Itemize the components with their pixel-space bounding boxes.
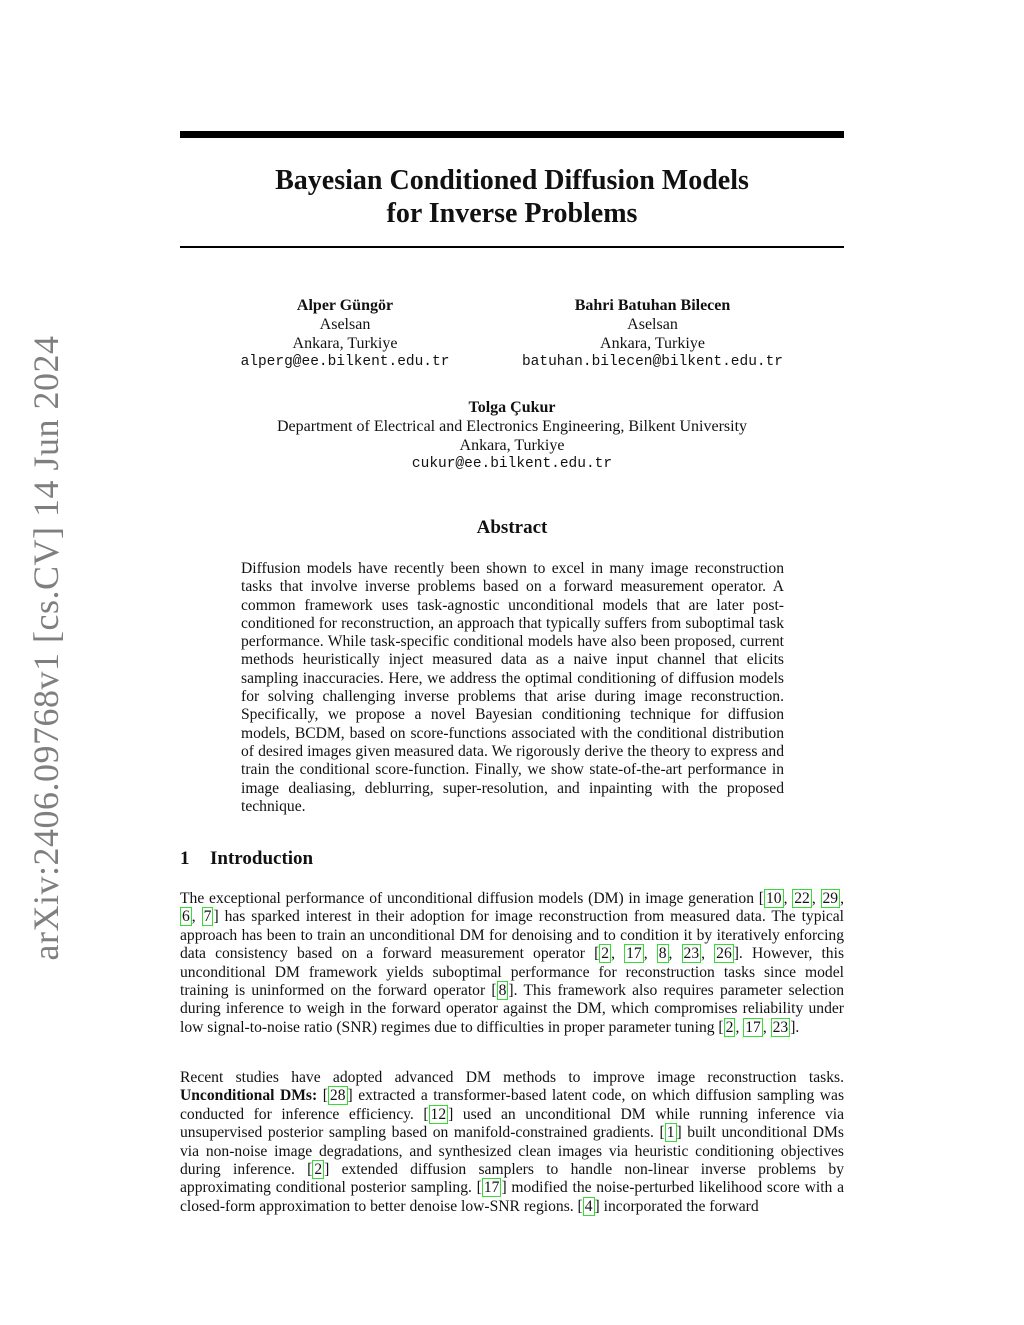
text-run: ] extended diffusion samplers to handle non-linear inverse problems by approximating conditional posterior sampling. [ <box>180 1161 844 1197</box>
citation-link[interactable]: 2 <box>314 1161 323 1179</box>
citation-link[interactable]: 23 <box>683 945 700 963</box>
author-affiliation: Aselsan <box>319 316 371 333</box>
citation-link[interactable]: 28 <box>329 1087 346 1105</box>
author-email[interactable]: cukur@ee.bilkent.edu.tr <box>411 456 613 472</box>
text-run: ]. However, this unconditional DM framework yields suboptimal performance for reconstruction tasks since model training is uninformed on the forward operator [ <box>180 945 845 1000</box>
text-run: ] used an unconditional DM while running inference via unsupervised posterior sampling based on manifold-constrained gradients. [ <box>180 1105 845 1142</box>
paper-title <box>180 164 844 230</box>
text-run: ] built unconditional DMs via non-noise image degradations, and synthesized clean images via heuristic conditioning objectives during inference. [ <box>180 1124 844 1179</box>
text-run: ] modified the noise-perturbed likelihood score with a closed-form approximation to better denoise low-SNR regions. [ <box>180 1179 845 1215</box>
citation-link[interactable]: 17 <box>483 1179 500 1197</box>
title-bottom-rule <box>180 246 844 248</box>
author-location: Ankara, Turkiye <box>292 335 398 352</box>
section-heading-introduction <box>180 848 313 870</box>
citation-link[interactable]: 6 <box>182 908 190 926</box>
author-block-3 <box>240 398 784 474</box>
text-run: ]. <box>790 1018 800 1036</box>
author-block-1 <box>220 296 470 372</box>
section-title: Introduction <box>210 848 314 869</box>
author-name: Tolga Çukur <box>468 399 556 416</box>
citation-link[interactable]: 8 <box>658 945 667 963</box>
text-run: [ <box>317 1087 328 1105</box>
text-run: ] incorporated the forward <box>594 1197 759 1215</box>
citation-link[interactable]: 12 <box>430 1105 447 1123</box>
author-location: Ankara, Turkiye <box>600 335 705 352</box>
citation-link[interactable]: 22 <box>794 890 810 907</box>
author-affiliation: Department of Electrical and Electronics Engineering, Bilkent University <box>276 418 748 435</box>
title-top-rule <box>180 131 844 138</box>
author-affiliation: Aselsan <box>627 316 678 333</box>
citation-link[interactable]: 8 <box>498 982 507 1000</box>
author-name: Bahri Batuhan Bilecen <box>574 297 731 314</box>
citation-link[interactable]: 29 <box>822 890 839 907</box>
title-line-1: Bayesian Conditioned Diffusion Models <box>275 165 749 196</box>
section-number: 1 <box>180 848 190 869</box>
citation-link[interactable]: 1 <box>666 1124 675 1142</box>
text-run: ]. This framework also requires parameter selection during inference to weigh in the forward operator against the DM, which compromises reliability under low signal-to-noise ratio (SNR) regimes due to difficulties in proper parameter tuning [ <box>180 982 844 1036</box>
text-run: ] extracted a transformer-based latent code, on which diffusion sampling was conducted for inference efficiency. [ <box>180 1087 845 1123</box>
author-block-2 <box>500 296 805 372</box>
intro-paragraph-1: The exceptional performance of unconditional diffusion models (DM) in image generation [ 10 , 22 , 29 , 6 , 7 ] has sparked interest in their adoption for image reconstruction from measured data. The typical approach has been to train an unconditional DM for denoising and to condition it by iteratively enforcing data consistency based on a forward measurement operator [ 2 , 17 , 8 , 23 , 26 ]. However, this unconditional DM framework yields suboptimal performance for reconstruction tasks since model training is uninformed on the forward operator [ 8 ]. This framework also requires parameter selection during inference to weigh in the forward operator against the DM, which compromises reliability under low signal-to-noise ratio (SNR) regimes due to difficulties in proper parameter tuning [ 2 , 17 , 23 ]. <box>180 890 845 1036</box>
text-run: Recent studies have adopted advanced DM methods to improve image reconstruction tasks. <box>180 1069 844 1086</box>
citation-link[interactable]: 4 <box>584 1197 593 1215</box>
abstract-heading: Abstract <box>476 517 548 538</box>
citation-link[interactable]: 2 <box>601 945 610 963</box>
author-email[interactable]: batuhan.bilecen@bilkent.edu.tr <box>521 354 784 370</box>
citation-link[interactable]: 2 <box>725 1018 734 1036</box>
text-run: The exceptional performance of unconditional diffusion models (DM) in image generation [ <box>180 890 764 907</box>
author-location: Ankara, Turkiye <box>459 437 565 454</box>
arxiv-stamp-text: arXiv:2406.09768v1 [cs.CV] 14 Jun 2024 <box>26 335 66 961</box>
text-run: ] has sparked interest in their adoption for image reconstruction from measured data. The typical approach has been to train an unconditional DM for denoising and to condition it by iteratively enforcing data consistency based on a forward measurement operator [ <box>180 908 844 963</box>
title-line-2: for Inverse Problems <box>386 198 638 229</box>
citation-link[interactable]: 26 <box>716 945 732 963</box>
citation-link[interactable]: 17 <box>745 1018 761 1036</box>
citation-link[interactable]: 23 <box>772 1018 789 1036</box>
citation-link[interactable]: 7 <box>203 908 212 926</box>
citation-link[interactable]: 17 <box>626 945 642 963</box>
author-name: Alper Güngör <box>296 297 394 314</box>
abstract-text: Diffusion models have recently been shown to excel in many image reconstruction tasks that involve inverse problems based on a forward measurement operator. A common framework uses task-agnostic unconditional models that are later post-conditioned for reconstruction, an approach that typically suffers from suboptimal task performance. While task-specific conditional models have also been proposed, current methods heuristically inject measured data as a naive input channel that elicits sampling inaccuracies. Here, we address the optimal conditioning of diffusion models for solving challenging inverse problems that arise during image reconstruction. Specifically, we propose a novel Bayesian conditioning technique for diffusion models, BCDM, based on score-functions associated with the conditional distribution of desired images given measured data. We rigorously derive the theory to express and train the conditional score-function. Finally, we show state-of-the-art performance in image dealiasing, deblurring, super-resolution, and inpainting with the proposed technique. <box>241 560 784 815</box>
keyword-unconditional-dms: Unconditional DMs: <box>180 1087 318 1105</box>
citation-link[interactable]: 10 <box>765 890 782 907</box>
author-email[interactable]: alperg@ee.bilkent.edu.tr <box>240 354 450 370</box>
intro-paragraph-2 <box>180 1069 844 1216</box>
